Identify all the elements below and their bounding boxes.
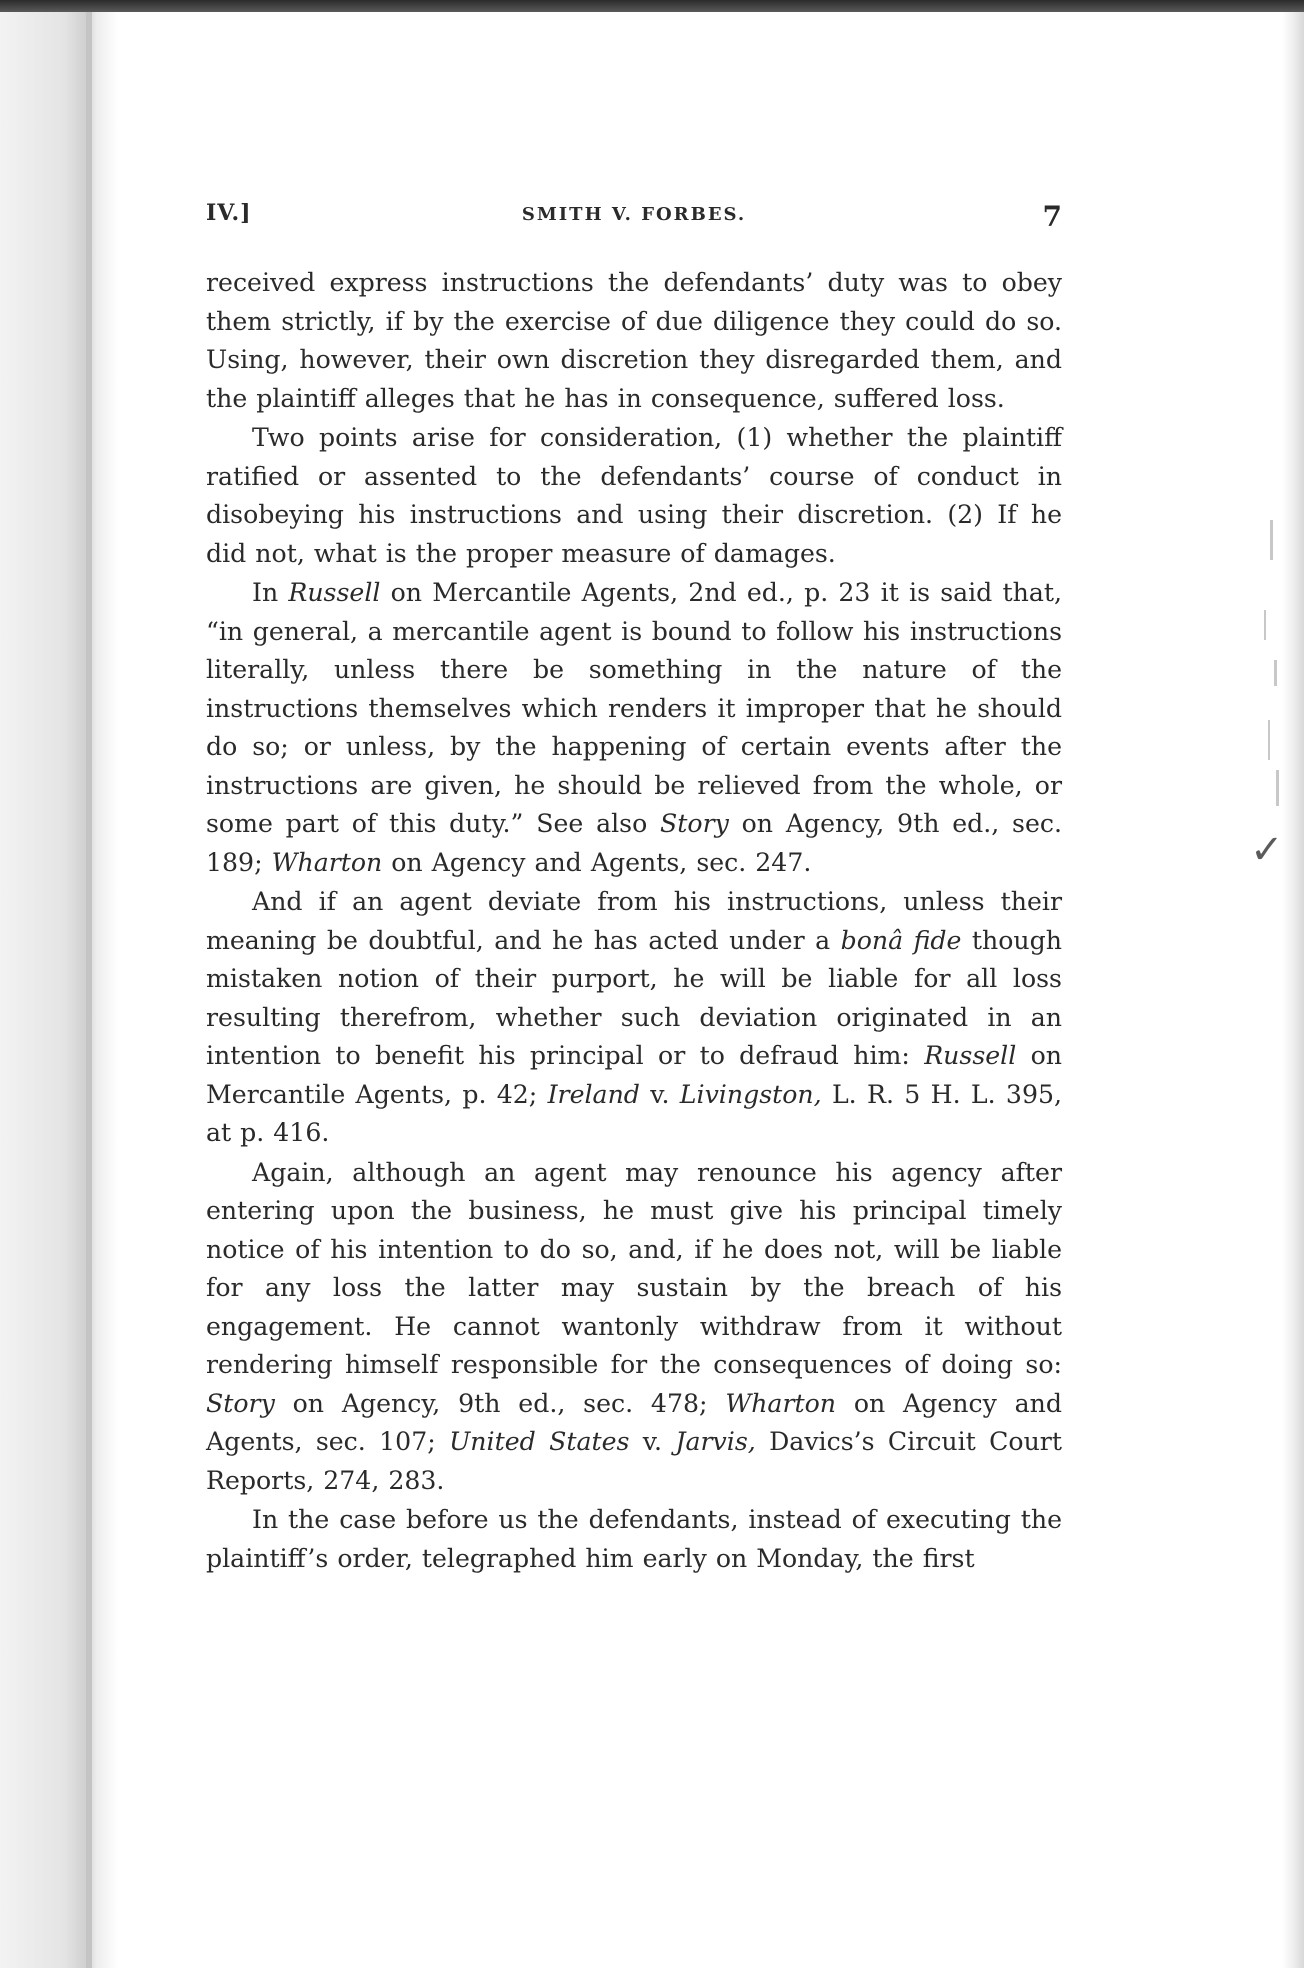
facing-page-bleed-through <box>1240 520 1288 920</box>
case-citation: Ireland <box>547 1079 640 1109</box>
page-number: 7 <box>1042 200 1062 233</box>
case-citation: Story <box>206 1388 275 1418</box>
paragraph-renounce-agency: Again, although an agent may renounce his agency after entering upon the business, he must give his principal timely notice of his intention to do so, and, if he does not, will be liable for any loss the latter may sustain by the breach of his engagement. He cannot wantonly withdraw from it without rendering himself responsible for the consequences of doing so: Story on Agency, 9th ed., sec. 478; Wharton on Agency and Agents, sec. 107; United States v. Jarvis, Davics’s Circuit Court Reports, 274, 283. <box>206 1157 1062 1495</box>
case-citation: Story <box>660 809 729 838</box>
paragraph-deviation: And if an agent deviate from his instructions, unless their meaning be doubtful, and he has acted under a bonâ fide though mistaken notion of their purport, he will be liable for all loss resulting therefrom, whether such deviation originated in an intention to benefit his principal or to defraud him: Russell on Mercantile Agents, p. 42; Ireland v. Livingston, L. R. 5 H. L. 395, at p. 416. <box>206 887 1062 1147</box>
section-number: IV.] <box>206 200 252 226</box>
page-header <box>206 200 1062 240</box>
paragraph-russell-quote: In Russell on Mercantile Agents, 2nd ed., p. 23 it is said that, “in general, a mercantile agent is bound to follow his instructions literally, unless there be something in the nature of the instructions themselves which renders it improper that he should do so; or unless, by the happening of certain events after the instructions are given, he should be relieved from the whole, or some part of this duty.” See also Story on Agency, 9th ed., sec. 189; Wharton on Agency and Agents, sec. 247. <box>206 578 1062 877</box>
case-citation: Russell <box>288 578 381 607</box>
paragraph-case-before-us: In the case before us the defendants, instead of executing the plaintiff’s order, telegraphed him early on Monday, the first <box>206 1505 1062 1573</box>
page-body <box>206 264 1062 1578</box>
paragraph-continuation: received express instructions the defendants’ duty was to obey them strictly, if by the exercise of due diligence they could do so. Using, however, their own discretion they disregarded them, and the plaintiff alleges that he has in consequence, suffered loss. <box>206 268 1062 413</box>
paragraph-points: Two points arise for consideration, (1) whether the plaintiff ratified or assented to the defendants’ course of conduct in disobeying his instructions and using their discretion. (2) If he did not, what is the proper measure of damages. <box>206 423 1062 568</box>
case-citation: Livingston, <box>679 1079 822 1109</box>
scan-left-gutter <box>0 12 118 1968</box>
bleed-mark-icon: ✓ <box>1250 827 1284 873</box>
case-citation: Wharton <box>725 1388 836 1418</box>
latin-phrase: bonâ fide <box>840 925 962 955</box>
case-citation: United States <box>449 1427 630 1456</box>
running-title: SMITH V. FORBES. <box>521 204 747 225</box>
scan-top-border <box>0 0 1304 12</box>
case-citation: Wharton <box>271 847 383 877</box>
scan-binding-line <box>86 12 92 1968</box>
scan-right-edge <box>1282 12 1304 1968</box>
case-citation: Jarvis, <box>675 1427 756 1456</box>
case-citation: Russell <box>924 1041 1017 1070</box>
